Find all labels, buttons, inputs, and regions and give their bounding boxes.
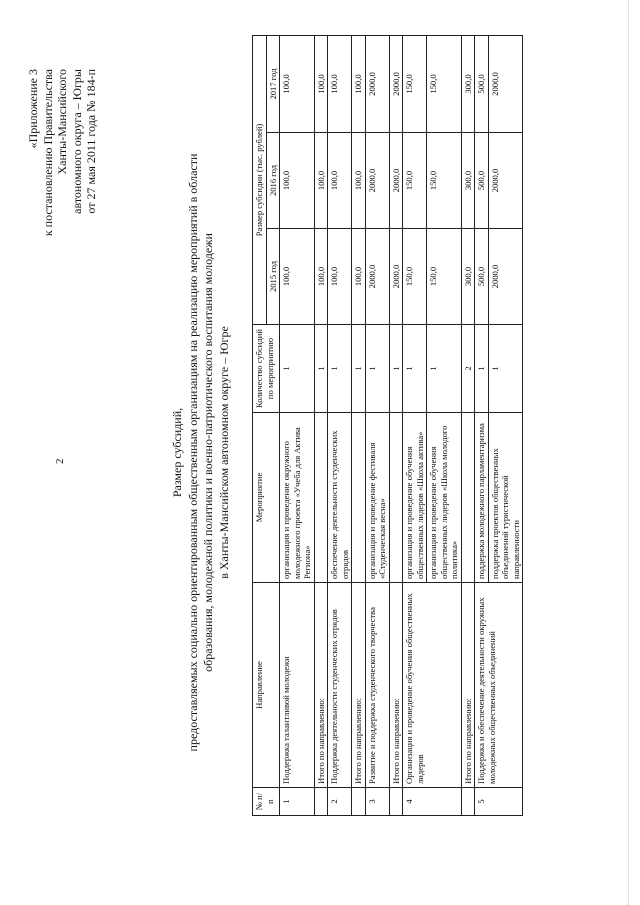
header-amount: Размер субсидии (тыс. рублей) <box>253 35 267 324</box>
direction-cell: Организация и проведение обучения общественных лидеров <box>403 583 462 788</box>
direction-cell: Поддержка деятельности студенческих отрядов <box>328 583 352 788</box>
total-row <box>461 35 475 815</box>
title-line: предоставляемых социально ориентированным общественным организациям на реализацию мероприятий в области <box>185 153 200 752</box>
header-direction: Направление <box>253 583 280 788</box>
amount-2016: 100,0 <box>314 133 328 229</box>
appendix-line: к постановлению Правительства <box>40 69 55 237</box>
subsidies-table <box>252 35 523 816</box>
direction-cell: Развитие и поддержка студенческого творчества <box>365 583 389 788</box>
count-cell: 1 <box>365 325 389 413</box>
empty-cell <box>461 413 475 583</box>
total-label: Итого по направлению: <box>314 583 328 788</box>
row-number: 3 <box>365 788 389 816</box>
amount-2017: 2000,0 <box>365 35 389 132</box>
empty-cell <box>352 413 366 583</box>
total-label: Итого по направлению: <box>461 583 475 788</box>
direction-cell: Поддержка талантливой молодежи <box>280 583 315 788</box>
amount-2016: 100,0 <box>280 133 315 229</box>
amount-2017: 150,0 <box>403 35 427 132</box>
amount-2015: 500,0 <box>475 229 489 325</box>
table-row <box>365 35 389 815</box>
count-cell: 1 <box>488 325 523 413</box>
amount-2015: 300,0 <box>461 229 475 325</box>
total-row <box>314 35 328 815</box>
amount-2016: 100,0 <box>328 133 352 229</box>
empty-cell <box>461 788 475 816</box>
count-cell: 1 <box>403 325 427 413</box>
appendix-line: Ханты-Мансийского <box>55 69 69 175</box>
amount-2017: 2000,0 <box>488 35 523 132</box>
row-number: 2 <box>328 788 352 816</box>
header-year: 2016 год <box>266 133 280 229</box>
row-number: 5 <box>475 788 523 816</box>
amount-2015: 2000,0 <box>488 229 523 325</box>
amount-2017: 500,0 <box>475 35 489 132</box>
header-count: Количество субсидий по мероприятию <box>253 325 280 413</box>
header-num: № п/п <box>253 788 280 816</box>
table-row <box>328 35 352 815</box>
empty-cell <box>314 788 328 816</box>
amount-2015: 2000,0 <box>389 229 403 325</box>
table-row <box>280 35 315 815</box>
header-row <box>253 35 267 815</box>
amount-2017: 100,0 <box>328 35 352 132</box>
page-number: 2 <box>54 458 66 464</box>
amount-2015: 100,0 <box>314 229 328 325</box>
amount-2017: 100,0 <box>280 35 315 132</box>
amount-2015: 100,0 <box>328 229 352 325</box>
appendix-line: «Приложение 3 <box>26 69 40 149</box>
empty-cell <box>389 413 403 583</box>
count-cell: 1 <box>427 325 462 413</box>
count-cell: 1 <box>280 325 315 413</box>
amount-2015: 100,0 <box>280 229 315 325</box>
amount-2017: 100,0 <box>314 35 328 132</box>
count-cell: 1 <box>328 325 352 413</box>
event-cell: организация и проведение обучения общественных лидеров «Школа молодого политика» <box>427 413 462 583</box>
total-row <box>389 35 403 815</box>
amount-2015: 150,0 <box>403 229 427 325</box>
count-cell: 2 <box>461 325 475 413</box>
amount-2016: 300,0 <box>461 133 475 229</box>
appendix-line: от 27 мая 2011 года № 184-п <box>84 69 98 214</box>
row-number: 4 <box>403 788 462 816</box>
event-cell: организация и проведение окружного молодежного проекта «Учеба для Актива Региона» <box>280 413 315 583</box>
amount-2016: 2000,0 <box>488 133 523 229</box>
table-row <box>403 35 427 815</box>
table-row <box>475 35 489 815</box>
amount-2016: 150,0 <box>403 133 427 229</box>
row-number: 1 <box>280 788 315 816</box>
header-event: Мероприятие <box>253 413 280 583</box>
event-cell: поддержка молодежного парламентаризма <box>475 413 489 583</box>
total-label: Итого по направлению: <box>352 583 366 788</box>
event-cell: поддержка проектов общественных объединений туристической направленности <box>488 413 523 583</box>
event-cell: обеспечение деятельности студенческих отрядов <box>328 413 352 583</box>
amount-2017: 100,0 <box>352 35 366 132</box>
appendix-line: автономного округа – Югры <box>69 69 84 214</box>
count-cell: 1 <box>314 325 328 413</box>
amount-2015: 2000,0 <box>365 229 389 325</box>
amount-2016: 2000,0 <box>389 133 403 229</box>
title-line: образования, молодежной политики и военно-патриотического воспитания молодежи <box>201 233 215 672</box>
title-line: в Ханты-Мансийском автономном округе – Югре <box>216 326 231 579</box>
header-year: 2015 год <box>266 229 280 325</box>
event-cell: организация и проведение фестиваля «Студенческая весна» <box>365 413 389 583</box>
count-cell: 1 <box>475 325 489 413</box>
amount-2017: 2000,0 <box>389 35 403 132</box>
total-label: Итого по направлению: <box>389 583 403 788</box>
event-cell: организация и проведение обучения общественных лидеров «Школа актива» <box>403 413 427 583</box>
scan-artifact-line <box>628 0 630 905</box>
amount-2015: 100,0 <box>352 229 366 325</box>
total-row <box>352 35 366 815</box>
amount-2016: 2000,0 <box>365 133 389 229</box>
direction-cell: Поддержка и обеспечение деятельности окружных молодежных общественных объединений <box>475 583 523 788</box>
amount-2016: 150,0 <box>427 133 462 229</box>
empty-cell <box>389 788 403 816</box>
empty-cell <box>352 788 366 816</box>
amount-2016: 500,0 <box>475 133 489 229</box>
appendix-reference <box>26 69 99 369</box>
amount-2016: 100,0 <box>352 133 366 229</box>
amount-2017: 150,0 <box>427 35 462 132</box>
count-cell: 1 <box>352 325 366 413</box>
title-line: Размер субсидий, <box>170 407 184 498</box>
amount-2015: 150,0 <box>427 229 462 325</box>
amount-2017: 300,0 <box>461 35 475 132</box>
header-year: 2017 год <box>266 35 280 132</box>
count-cell: 1 <box>389 325 403 413</box>
empty-cell <box>314 413 328 583</box>
document-title <box>170 120 232 785</box>
